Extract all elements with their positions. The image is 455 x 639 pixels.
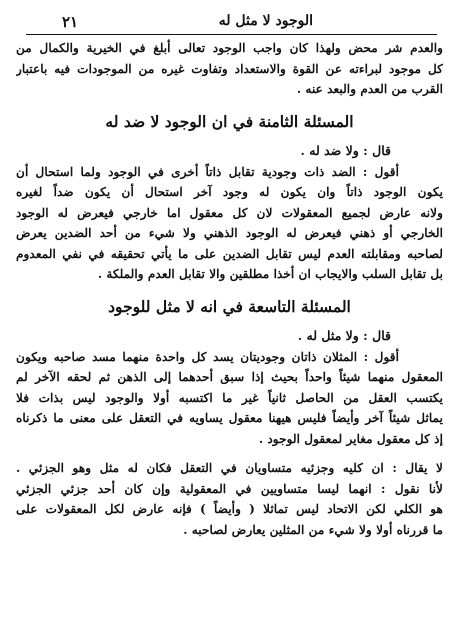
text-line: القرب من العدم والبعد عنه . [296,82,443,96]
page-header [26,10,437,35]
text-line: هو الكلي لكن الاتحاد ليس تماثلا ( وأيضاً ) فإنه عارض لكل المعقولات على [16,502,443,516]
text-line: بل تقابل السلب والايجاب ان أخذا مطلقين والا تقابل العدم والملكة . [97,267,443,281]
text-line: يماثل شيئاً آخر وأيضاً فليس هيهنا معقول يساويه في التعقل على معنى ما ذكرناه [16,411,443,425]
text-line: إذ كل معقول مغاير لمعقول الوجود . [258,431,443,446]
page-number: ٢١ [62,13,79,31]
intro-paragraph [16,38,443,100]
running-title: الوجود لا مثل له [218,13,313,29]
section-9-paragraph [16,347,443,450]
section-9-heading: المسئلة التاسعة في انه لا مثل للوجود [108,296,351,316]
section-9-qala: قال : ولا مثل له . [297,327,391,343]
text-line: يكون الوجود ذاتاً وان يكون له وجود آخر استحال أن يكون ضداً لغيره [16,185,443,199]
objection-paragraph [16,458,443,540]
text-line: كل موجود لبراءته عن القوة والاستعداد وتفاوت غيره من الموجودات فيه باعتبار [16,61,443,76]
section-8-heading: المسئلة الثامنة في ان الوجود لا ضد له [105,111,354,131]
text-line: لصاحبه ومقابلته العدم ليس تقابل الضدين على ما يأتي تحقيقه في نفي المعدوم [16,246,443,261]
text-line: لأنا نقول : انهما ليسا متساويين في المعقولية وإن كان أحد جزئي الجزئي [16,481,443,496]
text-line: الخارجي أو ذهني فيعرض له الوجود الذهني ولا شيء من أحد الضدين يعرض [16,226,443,240]
text-line: ولانه عارض لجميع المعقولات لان كل معقول اما خارجي فيعرض له الوجود [16,205,443,220]
text-line: لا يقال : ان كليه وجزئيه متساويان في التعقل فكان له مثل وهو الجزئي . [16,461,443,475]
text-line: ما قررناه أولا ولا شيء من المثلين يعارض لصاحبه . [183,522,443,537]
text-line: المعقول منهما شيئاً واحداً بحيث إذا سبق أحدهما إلى الذهن ثم لحقه الآخر لم [16,370,443,384]
page-body [16,38,443,633]
section-8-paragraph [16,162,443,285]
section-8-qala: قال : ولا ضد له . [300,142,391,158]
text-line: يكتسب العقل من الحاصل ثانياً غير ما اكتسبه أولا والوجود ليس بذات فلا [16,390,443,405]
text-line: أقول : المثلان ذاتان وجوديتان يسد كل واحدة منهما مسد صاحبه ويكون [16,349,399,364]
paragraph-gap [16,449,443,458]
text-line: والعدم شر محض ولهذا كان واجب الوجود تعالى أبلغ في الخيرية والكمال من [16,41,443,55]
text-line: أقول : الضد ذات وجودية تقابل ذاتاً أخرى في الوجود ولما استحال أن [16,164,399,179]
